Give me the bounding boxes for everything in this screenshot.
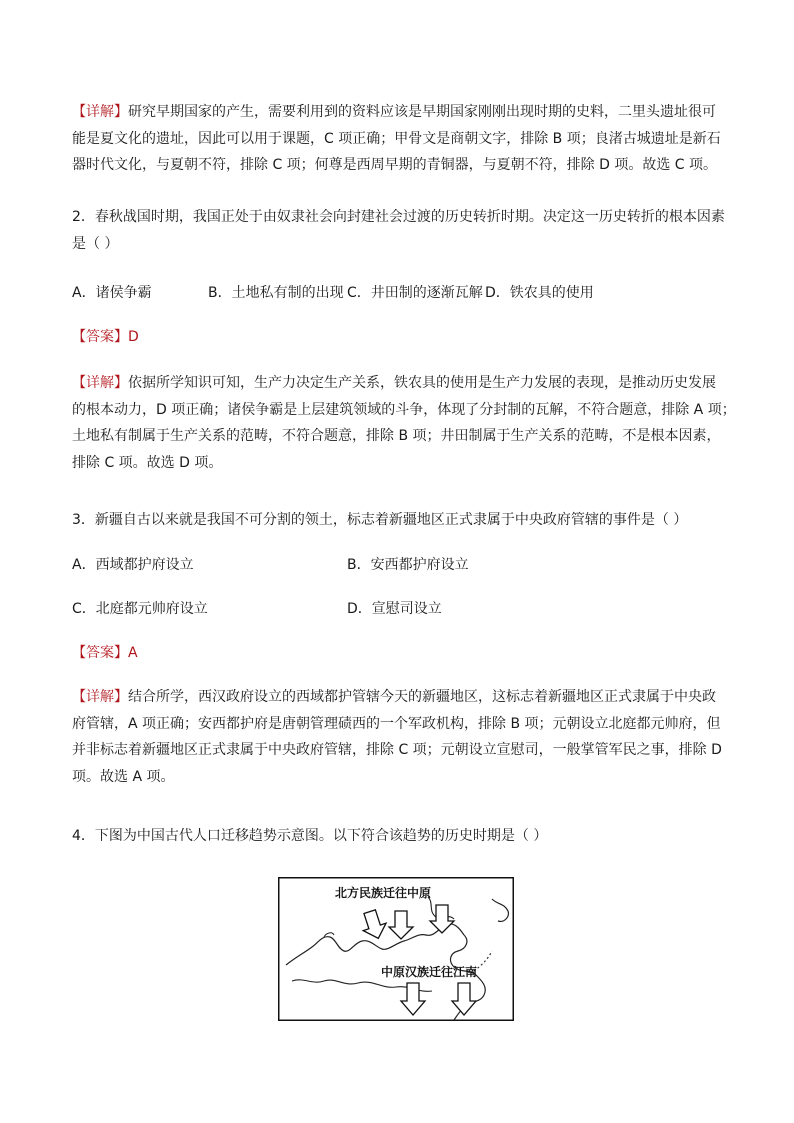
q2-question: 2．春秋战国时期，我国正处于由奴隶社会向封建社会过渡的历史转折时期。决定这一历史转折的根本因素 是（ ） [72, 209, 725, 252]
detail-tag: 【详解】 [72, 689, 128, 705]
q2-option-c: C．井田制的逐渐瓦解 [347, 285, 483, 301]
q3-option-a: A．西域都护府设立 [72, 557, 194, 573]
answer-tag: 【答案】 [72, 329, 128, 345]
q2-detail: 【详解】依据所学知识可知，生产力决定生产关系，铁农具的使用是生产力发展的表现，是推动历史发展 的根本动力，D 项正确；诸侯争霸是上层建筑领域的斗争，体现了分封制的瓦解，不符合题意，排除 A 项； 土地私有制属于生产关系的范畴，不符合题意，排除 B 项；井田制属于生产关系的范畴，不是根本因素， 排除 C 项。故选 D 项。 [72, 375, 736, 471]
answer-tag: 【答案】 [72, 645, 128, 661]
migration-map [278, 877, 514, 1021]
q2-option-a: A．诸侯争霸 [72, 285, 152, 301]
q2-answer [72, 327, 139, 347]
q1-detail-line: 【详解】研究早期国家的产生，需要利用到的资料应该是早期国家刚刚出现时期的史料，二里头遗址很可 [72, 104, 716, 120]
detail-tag: 【详解】 [72, 375, 128, 391]
q1-detail-line: 能是夏文化的遗址，因此可以用于课题，C 项正确；甲骨文是商朝文字，排除 B 项；良渚古城遗址是新石 [72, 130, 721, 147]
label-south: 中原汉族迁往江南 [381, 965, 478, 979]
q3-detail: 【详解】结合所学，西汉政府设立的西域都护管辖今天的新疆地区，这标志着新疆地区正式隶属于中央政 府管辖，A 项正确；安西都护府是唐朝管理碛西的一个军政机构，排除 B 项；元朝设立北庭都元帅府，但 并非标志着新疆地区正式隶属于中央政府管辖，排除 C 项；元朝设立宣慰司，一般掌管军民之事，排除 D 项。故选 A 项。 [72, 689, 722, 785]
q1-detail [72, 99, 724, 179]
q2-option-d: D．铁农具的使用 [485, 285, 594, 301]
q1-detail-line: 器时代文化，与夏朝不符，排除 C 项；何尊是西周早期的青铜器，与夏朝不符，排除 D 项。故选 C 项。 [72, 157, 718, 173]
label-north: 北方民族迁往中原 [335, 886, 432, 900]
detail-tag: 【详解】 [72, 104, 128, 120]
q3-question: 3．新疆自古以来就是我国不可分割的领土，标志着新疆地区正式隶属于中央政府管辖的事件是（ ） [72, 512, 688, 528]
q3-answer [72, 643, 138, 663]
answer-value: A [128, 645, 138, 661]
q4-question: 4．下图为中国古代人口迁移趋势示意图。以下符合该趋势的历史时期是（ ） [72, 828, 548, 844]
q3-option-d: D．宣慰司设立 [347, 601, 442, 617]
q3-option-b: B．安西都护府设立 [347, 557, 469, 573]
migration-map-figure [278, 877, 514, 1021]
answer-value: D [128, 329, 139, 345]
q3-option-c: C．北庭都元帅府设立 [72, 601, 208, 617]
q2-option-b: B．土地私有制的出现 [208, 285, 344, 301]
